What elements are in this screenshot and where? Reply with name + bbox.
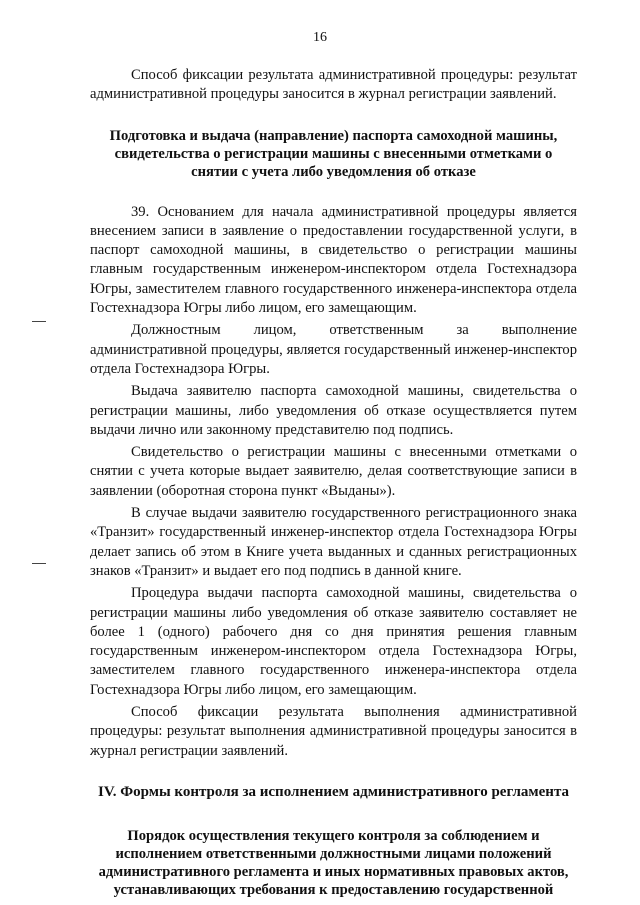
subsection-heading: Порядок осуществления текущего контроля за соблюдением и исполнением ответственными должностными лицами положений административного регламента и иных нормативных правовых актов, устанавливающих требования к предоставлению государственной <box>98 827 569 898</box>
document-body <box>90 66 577 899</box>
paragraph: В случае выдачи заявителю государственного регистрационного знака «Транзит» государственный инженер-инспектор отдела Гостехнадзора Югры делает запись об этом в Книге учета выданных и сданных регистрационных знаков «Транзит» и выдает его под подпись в данной книге. <box>90 505 577 579</box>
paragraph: Выдача заявителю паспорта самоходной машины, свидетельства о регистрации машины, либо уведомления об отказе осуществляется путем выдачи лично или законному представителю под подпись. <box>90 383 577 438</box>
section-heading: IV. Формы контроля за исполнением административного регламента <box>98 783 569 800</box>
section-39 <box>90 203 577 761</box>
paragraph-result-fixation: Способ фиксации результата административной процедуры: результат административной процедуры заносится в журнал регистрации заявлений. <box>90 67 577 103</box>
paragraph: 39. Основанием для начала административной процедуры является внесением записи в заявление о предоставлении государственной услуги, в паспорт самоходной машины, в свидетельство о регистрации машины главным государственным инженером-инспектором отдела Гостехнадзора Югры, заместителем главного государственного инженера-инспектора отдела Гостехнадзора Югры либо лицом, его замещающим. <box>90 203 577 317</box>
scan-mark <box>32 563 46 564</box>
scan-mark <box>32 321 46 322</box>
paragraph: Свидетельство о регистрации машины с внесенными отметками о снятии с учета которые выдает заявителю, делая соответствующие записи в заявлении (оборотная сторона пункт «Выданы»). <box>90 444 577 499</box>
paragraph: Должностным лицом, ответственным за выполнение административной процедуры, является государственный инженер-инспектор отдела Гостехнадзора Югры. <box>90 322 577 377</box>
page-number: 16 <box>313 30 327 45</box>
paragraph: Процедура выдачи паспорта самоходной машины, свидетельства о регистрации машины либо уведомления об отказе заявителю составляет не более 1 (одного) рабочего дня со дня принятия решения главным государственным инженером-инспектором отдела Гостехнадзора Югры, заместителем главного государственного инженера-инспектора отдела Гостехнадзора Югры либо лицом, его замещающим. <box>90 585 577 698</box>
paragraph: Способ фиксации результата выполнения административной процедуры: результат выполнения административной процедуры заносится в журнал регистрации заявлений. <box>90 704 577 759</box>
subsection-heading: Подготовка и выдача (направление) паспорта самоходной машины, свидетельства о регистрации машины с внесенными отметками о снятии с учета либо уведомления об отказе <box>109 127 558 180</box>
